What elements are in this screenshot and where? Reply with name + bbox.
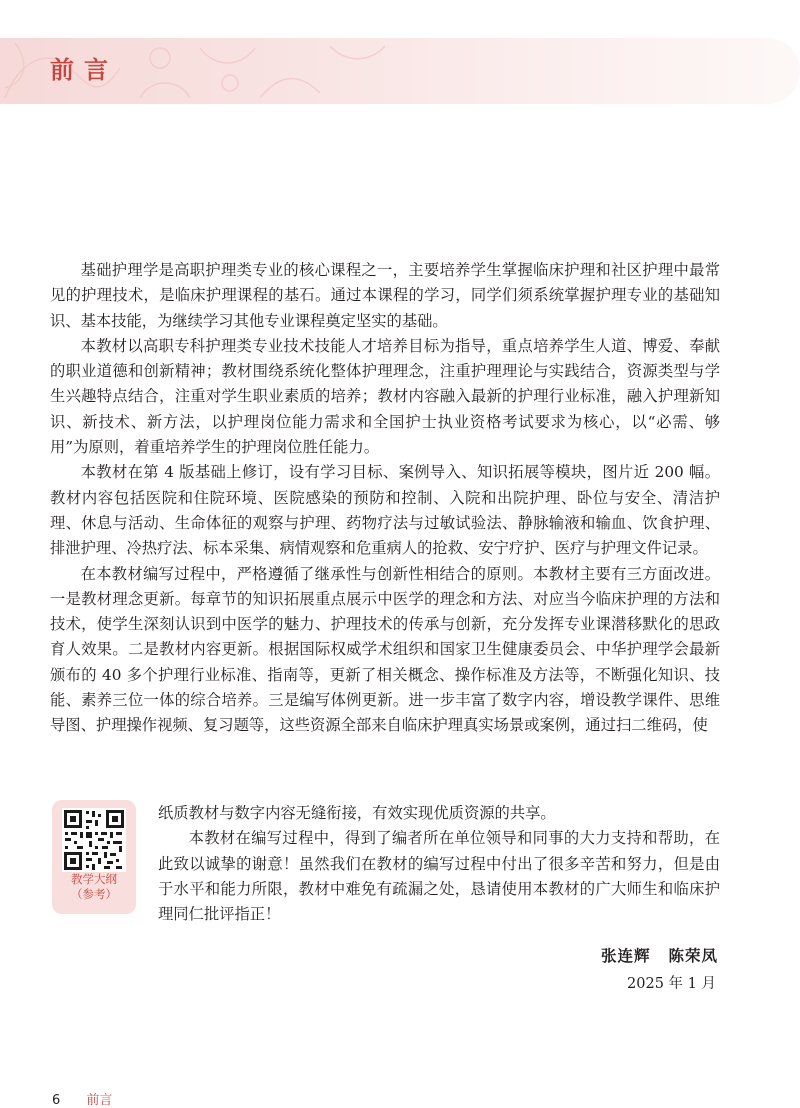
paragraph: 在本教材编写过程中，严格遵循了继承性与创新性相结合的原则。本教材主要有三方面改进。一是教材理念更新。每章节的知识拓展重点展示中医学的理念和方法、对应当今临床护理的方法和技术，使学生深刻认识到中医学的魅力、护理技术的传承与创新，充分发挥专业课潜移默化的思政育人效果。二是教材内容更新。根据国际权威学术组织和国家卫生健康委员会、中华护理学会最新颁布的 40 多个护理行业标准、指南等，更新了相关概念、操作标准及方法等，不断强化知识、技能、素养三位一体的综合培养。三是编写体例更新。进一步丰富了数字内容，增设教学课件、思维导图、护理操作视频、复习题等，这些资源全部来自临床护理真实场景或案例，通过扫二维码，使 (50, 564, 720, 735)
qr-code-card[interactable] (52, 800, 136, 914)
paragraph: 本教材以高职专科护理类专业技术技能人才培养目标为指导，重点培养学生人道、博爱、奉献的职业道德和创新精神；教材围绕系统化整体护理理念，注重护理理论与实践结合，资源类型与学生兴趣特点结合，注重对学生职业素质的培养；教材内容融入最新的护理行业标准，融入护理新知识、新技术、新方法，以护理岗位能力需求和全国护士执业资格考试要求为核心，以“必需、够用”为原则，着重培养学生的护理岗位胜任能力。 (50, 336, 720, 457)
signature-date: 2025 年 1 月 (627, 976, 716, 992)
page-title: 前言 (50, 56, 118, 84)
page-footer (52, 1089, 112, 1108)
floral-pattern-icon (0, 38, 800, 104)
paragraph: 本教材在编写过程中，得到了编者所在单位领导和同事的大力支持和帮助，在此致以诚挚的谢意！虽然我们在教材的编写过程中付出了很多辛苦和努力，但是由于水平和能力所限，教材中难免有疏漏之处，恳请使用本教材的广大师生和临床护理同仁批评指正！ (158, 829, 720, 924)
preface-closing (158, 801, 720, 927)
author-name: 张连辉 (600, 946, 651, 965)
qr-caption (52, 872, 136, 902)
qr-caption-note: （参考） (71, 887, 117, 901)
page-number: 6 (52, 1093, 61, 1108)
footer-section-title: 前言 (86, 1093, 113, 1108)
author-signature (601, 944, 718, 966)
chapter-header-banner (0, 38, 800, 104)
preface-body (50, 258, 720, 739)
paragraph: 基础护理学是高职护理类专业的核心课程之一，主要培养学生掌握临床护理和社区护理中最常见的护理技术，是临床护理课程的基石。通过本课程的学习，同学们须系统掌握护理专业的基础知识、基本技能，为继续学习其他专业课程奠定坚实的基础。 (50, 261, 720, 330)
author-name: 陈荣凤 (668, 946, 718, 965)
paragraph: 本教材在第 4 版基础上修订，设有学习目标、案例导入、知识拓展等模块，图片近 200 幅。教材内容包括医院和住院环境、医院感染的预防和控制、入院和出院护理、卧位与安全、清洁护理、休息与活动、生命体征的观察与护理、药物疗法与过敏试验法、静脉输液和输血、饮食护理、排泄护理、冷热疗法、标本采集、病情观察和危重病人的抢救、安宁疗护、医疗与护理文件记录。 (50, 463, 720, 558)
paragraph-tail: 纸质教材与数字内容无缝衔接，有效实现优质资源的共享。 (158, 804, 556, 822)
qr-caption-title: 教学大纲 (71, 872, 117, 886)
qr-code-icon (62, 808, 126, 872)
